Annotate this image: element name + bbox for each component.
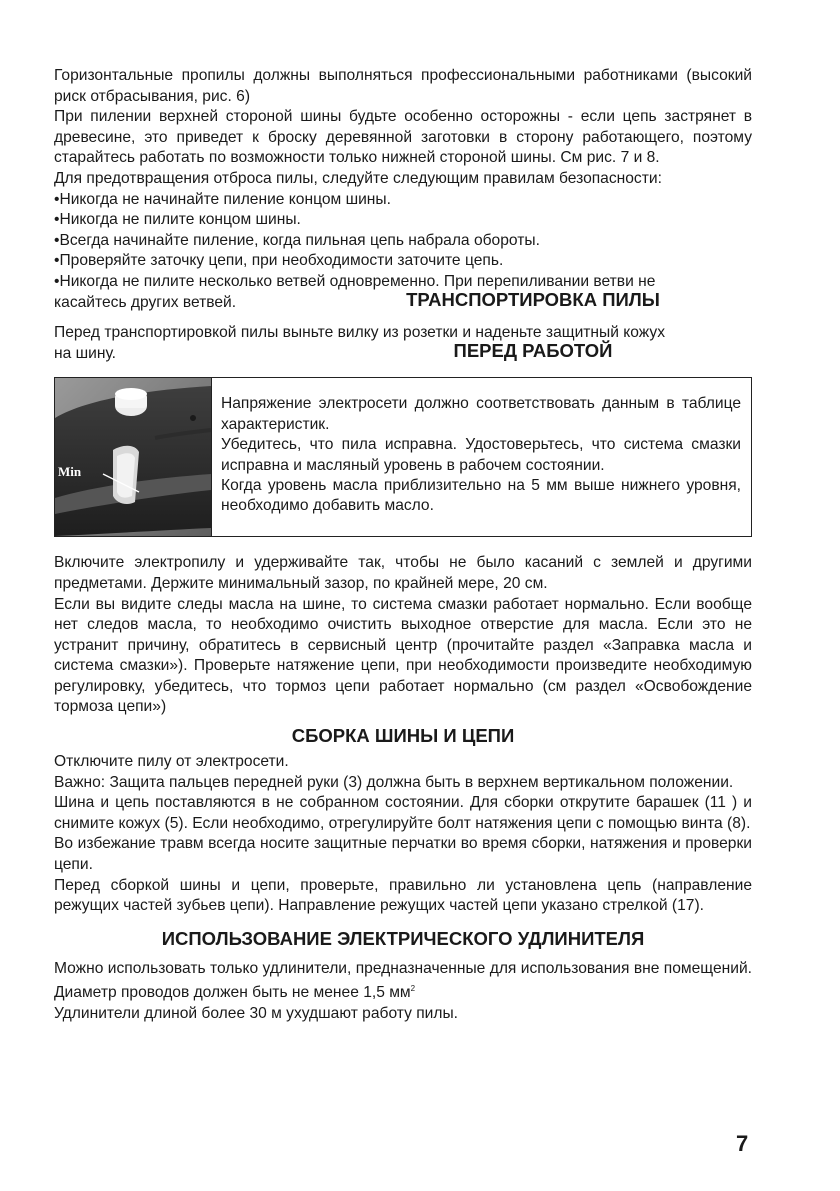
bullet-item: •Никогда не начинайте пиление концом шины. [54,190,391,208]
paragraph: Для предотвращения отброса пилы, следуйте следующим правилам безопасности: [54,169,662,187]
bullet-item-continuation: касайтесь других ветвей. [54,293,237,311]
paragraph: Убедитесь, что пила исправна. Удостоверьтесь, что система смазки исправна и масляный уровень в рабочем состоянии. [221,436,741,474]
section-heading-before-work: ПЕРЕД РАБОТОЙ [453,339,613,361]
superscript: 2 [410,984,416,994]
paragraph: Когда уровень масла приблизительно на 5 мм выше нижнего уровня, необходимо добавить масло. [221,476,741,515]
oil-level-info-box [54,377,752,537]
paragraph: При пилении верхней стороной шины будьте особенно осторожны - если цепь застрянет в древесине, это приведет к броску деревянной заготовки в сторону работающего, поэтому старайтесь работать по возможности только нижней стороной шины. См рис. 7 и 8. [54,108,752,167]
bullet-tail-with-heading [54,288,752,314]
bullet-item: •Никогда не пилите несколько ветвей одновременно. При перепиливании ветви не [54,272,656,290]
section-heading-assembly: СБОРКА ШИНЫ И ЦЕПИ [291,725,515,747]
paragraph [54,959,752,1004]
bullet-item: •Всегда начинайте пиление, когда пильная цепь набрала обороты. [54,231,540,249]
paragraph: Отключите пилу от электросети. [54,753,289,771]
info-box-text [221,394,741,516]
chainsaw-oil-window-image [55,378,211,536]
paragraph: Во избежание травм всегда носите защитные перчатки во время сборки, натяжения и проверки цепи. [54,835,752,874]
paragraph: Шина и цепь поставляются в не собранном состоянии. Для сборки открутите барашек (11 ) и снимите кожух (5). Если необходимо, отрегулируйте болт натяжения цепи с помощью винта (8). [54,794,752,832]
paragraph: Напряжение электросети должно соответствовать данным в таблице характеристик. [221,395,741,433]
paragraph-continuation: на шину. [54,344,117,362]
paragraph: Важно: Защита пальцев передней руки (3) должна быть в верхнем вертикальном положении. [54,773,734,791]
paragraph: Если вы видите следы масла на шине, то система смазки работает нормально. Если вообще нет следов масла, то необходимо очистить выходное отверстие для масла. Если это не устранит причину, обратитесь в сервисный центр (прочитайте раздел «Заправка масла и система смазки»). Проверьте натяжение цепи, при необходимости произведите необходимую регулировку, убедитесь, что тормоз цепи работает нормально (см раздел «Освобождение тормоза цепи») [54,595,752,716]
paragraph: Включите электропилу и удерживайте так, чтобы не было касаний с землей и другими предметами. Держите минимальный зазор, по крайней мере, 20 см. [54,554,752,592]
bullet-item: •Проверяйте заточку цепи, при необходимости заточите цепь. [54,252,504,270]
oil-level-photo [55,378,212,536]
transport-tail-with-heading [54,339,752,365]
bullet-item: •Никогда не пилите концом шины. [54,211,301,229]
document-page [54,66,752,1025]
section-heading-extension: ИСПОЛЬЗОВАНИЕ ЭЛЕКТРИЧЕСКОГО УДЛИНИТЕЛЯ [161,927,645,949]
section-heading-transport: ТРАНСПОРТИРОВКА ПИЛЫ [406,288,660,310]
paragraph: Перед сборкой шины и цепи, проверьте, правильно ли установлена цепь (направление режущих частей зубьев цепи). Направление режущих частей цепи указано стрелкой (17). [54,876,752,915]
paragraph-text: Можно использовать только удлинители, предназначенные для использования вне помещений. Диаметр проводов должен быть не менее 1,5 мм [54,959,752,1002]
paragraph: Перед транспортировкой пилы выньте вилку из розетки и наденьте защитный кожух [54,324,665,342]
page-number: 7 [736,1131,749,1156]
paragraph: Удлинители длиной более 30 м ухудшают работу пилы. [54,1005,459,1023]
paragraph: Горизонтальные пропилы должны выполняться профессиональными работниками (высокий риск отбрасывания, рис. 6) [54,67,752,105]
min-label: Min [58,464,82,480]
